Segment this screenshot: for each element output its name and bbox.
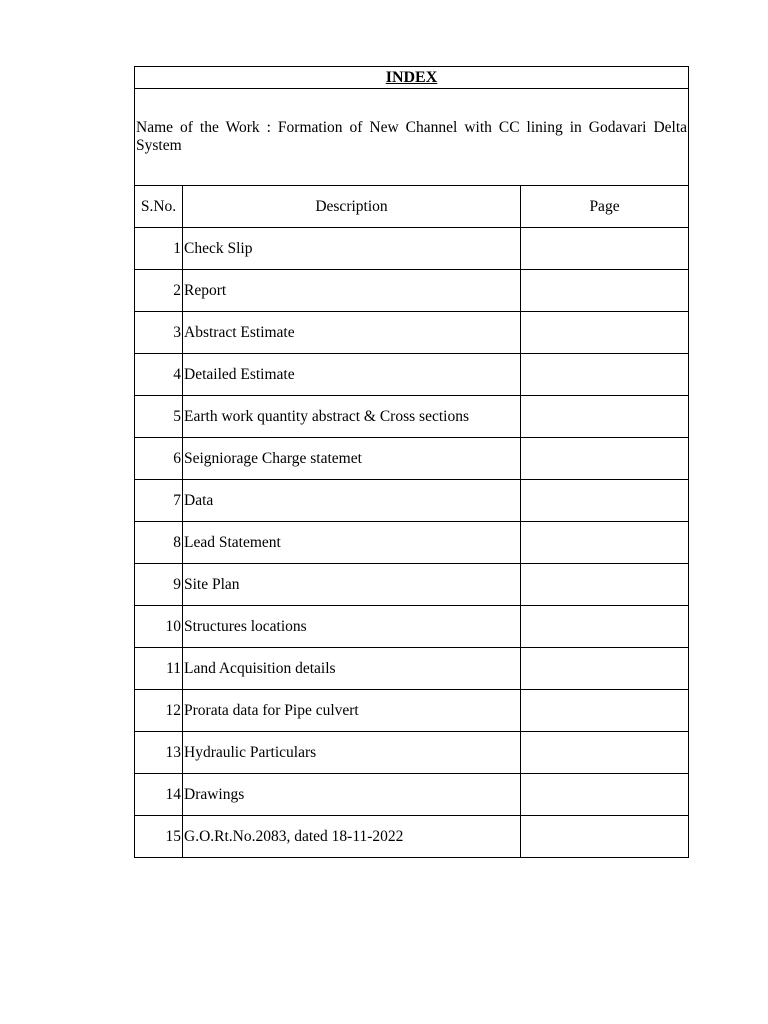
row-description: Seigniorage Charge statemet — [183, 438, 521, 480]
column-header-page: Page — [521, 186, 689, 228]
row-description: Lead Statement — [183, 522, 521, 564]
row-description: G.O.Rt.No.2083, dated 18-11-2022 — [183, 816, 521, 858]
row-sno: 2 — [135, 270, 183, 312]
table-row — [135, 228, 689, 270]
row-description: Structures locations — [183, 606, 521, 648]
table-row — [135, 774, 689, 816]
column-header-sno: S.No. — [135, 186, 183, 228]
row-description: Earth work quantity abstract & Cross sections — [183, 396, 521, 438]
row-description: Hydraulic Particulars — [183, 732, 521, 774]
row-sno: 12 — [135, 690, 183, 732]
row-page — [521, 522, 689, 564]
row-page — [521, 564, 689, 606]
table-row — [135, 270, 689, 312]
row-page — [521, 312, 689, 354]
row-page — [521, 648, 689, 690]
table-row — [135, 564, 689, 606]
table-row — [135, 606, 689, 648]
row-description: Data — [183, 480, 521, 522]
row-page — [521, 732, 689, 774]
work-name: Name of the Work : Formation of New Channel with CC lining in Godavari Delta System — [135, 89, 689, 186]
row-description: Report — [183, 270, 521, 312]
row-page — [521, 480, 689, 522]
row-sno: 11 — [135, 648, 183, 690]
table-row — [135, 816, 689, 858]
column-header-description: Description — [183, 186, 521, 228]
table-row — [135, 480, 689, 522]
row-page — [521, 438, 689, 480]
row-description: Check Slip — [183, 228, 521, 270]
row-page — [521, 816, 689, 858]
row-description: Detailed Estimate — [183, 354, 521, 396]
row-description: Land Acquisition details — [183, 648, 521, 690]
row-page — [521, 270, 689, 312]
row-sno: 13 — [135, 732, 183, 774]
row-sno: 9 — [135, 564, 183, 606]
work-name-row — [135, 89, 689, 186]
row-description: Site Plan — [183, 564, 521, 606]
table-row — [135, 438, 689, 480]
row-sno: 6 — [135, 438, 183, 480]
document-title: INDEX — [135, 67, 689, 89]
row-sno: 1 — [135, 228, 183, 270]
row-sno: 7 — [135, 480, 183, 522]
row-sno: 4 — [135, 354, 183, 396]
table-row — [135, 648, 689, 690]
table-row — [135, 690, 689, 732]
row-sno: 10 — [135, 606, 183, 648]
row-page — [521, 774, 689, 816]
column-header-row — [135, 186, 689, 228]
row-page — [521, 690, 689, 732]
table-row — [135, 312, 689, 354]
table-row — [135, 396, 689, 438]
row-sno: 15 — [135, 816, 183, 858]
table-row — [135, 354, 689, 396]
row-description: Drawings — [183, 774, 521, 816]
title-row — [135, 67, 689, 89]
row-description: Prorata data for Pipe culvert — [183, 690, 521, 732]
index-table-body — [135, 67, 689, 858]
row-sno: 3 — [135, 312, 183, 354]
row-description: Abstract Estimate — [183, 312, 521, 354]
row-page — [521, 606, 689, 648]
row-page — [521, 354, 689, 396]
row-sno: 8 — [135, 522, 183, 564]
row-page — [521, 228, 689, 270]
index-table — [134, 66, 689, 858]
row-sno: 5 — [135, 396, 183, 438]
row-page — [521, 396, 689, 438]
row-sno: 14 — [135, 774, 183, 816]
table-row — [135, 732, 689, 774]
table-row — [135, 522, 689, 564]
